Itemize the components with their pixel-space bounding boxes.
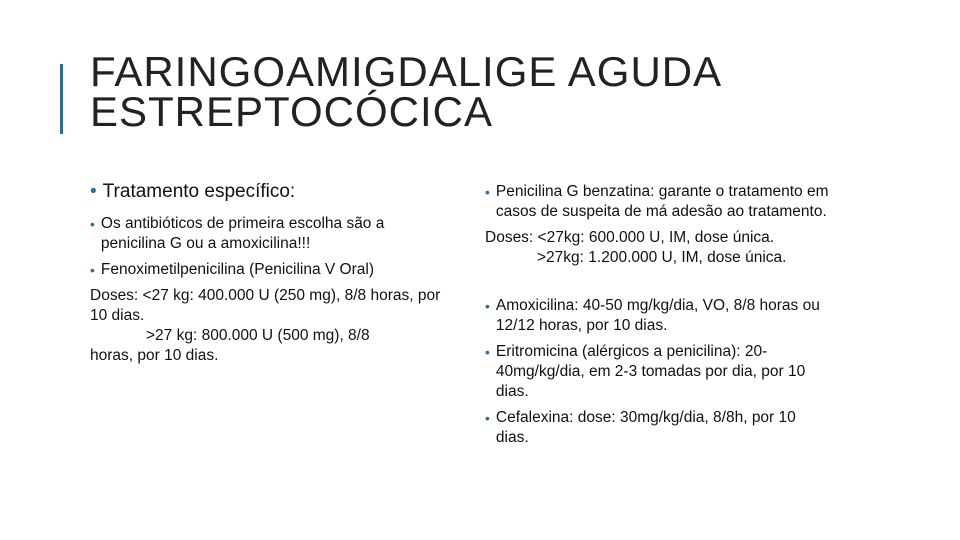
- doses-text: >27 kg: 800.000 U (500 mg), 8/8: [146, 327, 370, 344]
- bullet-icon: •: [485, 298, 490, 314]
- doses-text: Doses: <27 kg: 400.000 U (250 mg), 8/8 horas, por 10 dias.: [90, 287, 441, 324]
- bullet-icon: •: [485, 410, 490, 426]
- bullet-icon: •: [90, 181, 97, 202]
- bullet-icon: •: [485, 184, 490, 200]
- left-column: [90, 180, 450, 366]
- title-accent-bar: [60, 64, 63, 134]
- bullet-icon: •: [90, 262, 95, 278]
- treatment-heading: • Tratamento específico:: [90, 181, 296, 202]
- doses-text: Doses: <27kg: 600.000 U, IM, dose única.: [485, 229, 775, 246]
- title-line-2: ESTREPTOCÓCICA: [90, 88, 493, 135]
- slide-title: [90, 48, 723, 135]
- list-item: • Fenoximetilpenicilina (Penicilina V Oral): [90, 261, 374, 278]
- list-item: • Os antibióticos de primeira escolha são a penicilina G ou a amoxicilina!!!: [90, 215, 385, 252]
- right-column: [485, 182, 830, 454]
- doses-text: horas, por 10 dias.: [90, 347, 219, 364]
- list-item: • Cefalexina: dose: 30mg/kg/dia, 8/8h, por 10 dias.: [485, 409, 796, 446]
- list-item: • Amoxicilina: 40-50 mg/kg/dia, VO, 8/8 horas ou 12/12 horas, por 10 dias.: [485, 297, 820, 334]
- title-line-1: FARINGOAMIGDALIGE AGUDA: [90, 48, 723, 95]
- bullet-icon: •: [485, 344, 490, 360]
- list-item: • Penicilina G benzatina: garante o tratamento em casos de suspeita de má adesão ao tratamento.: [485, 183, 829, 220]
- doses-text: >27kg: 1.200.000 U, IM, dose única.: [537, 249, 787, 266]
- list-item: • Eritromicina (alérgicos a penicilina): 20-40mg/kg/dia, em 2-3 tomadas por dia, por 10 dias.: [485, 343, 806, 400]
- bullet-icon: •: [90, 216, 95, 232]
